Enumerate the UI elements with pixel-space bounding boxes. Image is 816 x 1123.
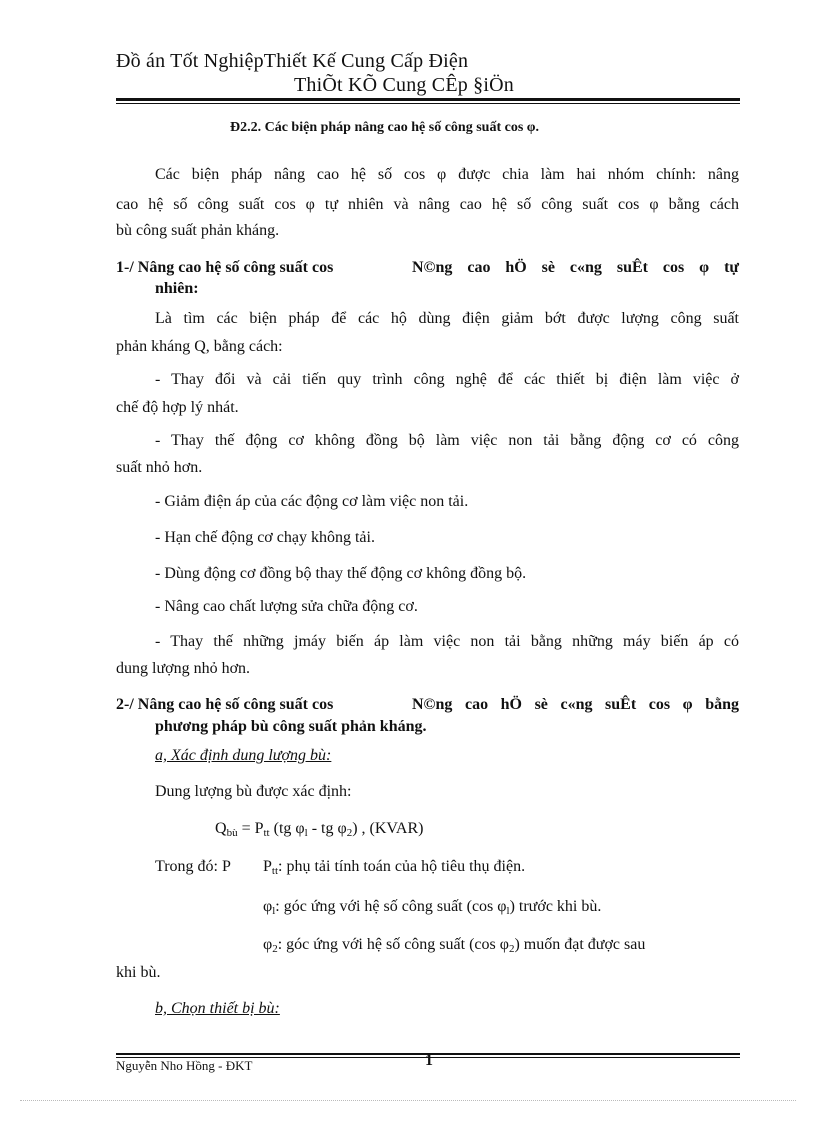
intro-line-2: cao hệ số công suất cos φ tự nhiên và nâng cao hệ số công suất cos φ bằng cách xyxy=(116,196,739,213)
bullet-1-line-1: - Thay đổi và cải tiến quy trình công nghệ để các thiết bị điện làm việc ở xyxy=(155,371,739,388)
bullet-2-line-2: suất nhỏ hơn. xyxy=(116,459,203,476)
bullet-7-line-2: dung lượng nhỏ hơn. xyxy=(116,660,251,677)
capacity-formula: $Q_{bù} = P_{tt}$ (tg $\varphi_l$ - tg $\varphi_2$) , (KVAR) xyxy=(215,820,424,839)
section-title: Đ2.2. Các biện pháp nâng cao hệ số công suất cos φ. xyxy=(230,120,539,135)
bullet-1-line-2: chế độ hợp lý nhát. xyxy=(116,399,239,416)
ptt-definition: $P_{tt}$: phụ tải tính toán của hộ tiêu thụ điện. xyxy=(263,858,526,877)
document-header-title: Đồ án Tốt NghiệpThiết Kế Cung Cấp Điện xyxy=(116,50,469,72)
subsection-b-title: b, Chọn thiết bị bù: xyxy=(155,1000,280,1017)
phi1-definition: $\varphi_l$: góc ứng với hệ số công suất (cos $\varphi_l$) trước khi bù. xyxy=(263,898,602,917)
bullet-7-line-1: - Thay thế những jmáy biến áp làm việc non tải bằng những máy biến áp có xyxy=(155,633,739,650)
intro-line-3: bù công suất phản kháng. xyxy=(116,222,280,239)
page-bottom-dotted-line xyxy=(20,1100,796,1101)
document-header-subtitle: ThiÕt KÕ Cung CÊp §iÖn xyxy=(294,74,514,96)
subsection-a-title: a, Xác định dung lượng bù: xyxy=(155,747,332,764)
bullet-4: - Hạn chế động cơ chạy không tải. xyxy=(155,529,375,546)
part2-heading-a: 2-/ Nâng cao hệ số công suất cos xyxy=(116,696,334,713)
capacity-text: Dung lượng bù được xác định: xyxy=(155,783,352,800)
part1-para-line-1: Là tìm các biện pháp để các hộ dùng điện giảm bớt được lượng công suất xyxy=(155,310,739,327)
header-rule-thick xyxy=(116,98,740,101)
bullet-3: - Giảm điện áp của các động cơ làm việc non tải. xyxy=(155,493,469,510)
header-rule-thin xyxy=(116,103,740,104)
part1-heading-a: 1-/ Nâng cao hệ số công suất cos xyxy=(116,259,334,276)
intro-line-1: Các biện pháp nâng cao hệ số cos φ được chia làm hai nhóm chính: nâng xyxy=(155,166,739,183)
part2-heading-b: N©ng cao hÖ sè c«ng suÊt cos φ bằng xyxy=(412,696,739,713)
part1-heading-b: N©ng cao hÖ sè c«ng suÊt cos φ tự xyxy=(412,259,739,276)
bullet-5: - Dùng động cơ đồng bộ thay thế động cơ không đồng bộ. xyxy=(155,565,527,582)
where-label: Trong đó: P xyxy=(155,858,231,875)
page-number: 1 xyxy=(425,1052,433,1069)
phi2-definition: $\varphi_2$: góc ứng với hệ số công suất (cos $\varphi_2$) muốn đạt được sau xyxy=(263,936,646,955)
bullet-6: - Nâng cao chất lượng sửa chữa động cơ. xyxy=(155,598,418,615)
bullet-2-line-1: - Thay thế động cơ không đồng bộ làm việc non tải bằng động cơ có công xyxy=(155,432,739,449)
part2-heading-c: phương pháp bù công suất phản kháng. xyxy=(155,718,427,735)
part1-heading-c: nhiên: xyxy=(155,280,199,297)
part1-para-line-2: phản kháng Q, bằng cách: xyxy=(116,338,283,355)
footer-author: Nguyễn Nho Hồng - ĐKT xyxy=(116,1058,253,1073)
phi2-definition-line-2: khi bù. xyxy=(116,964,161,981)
